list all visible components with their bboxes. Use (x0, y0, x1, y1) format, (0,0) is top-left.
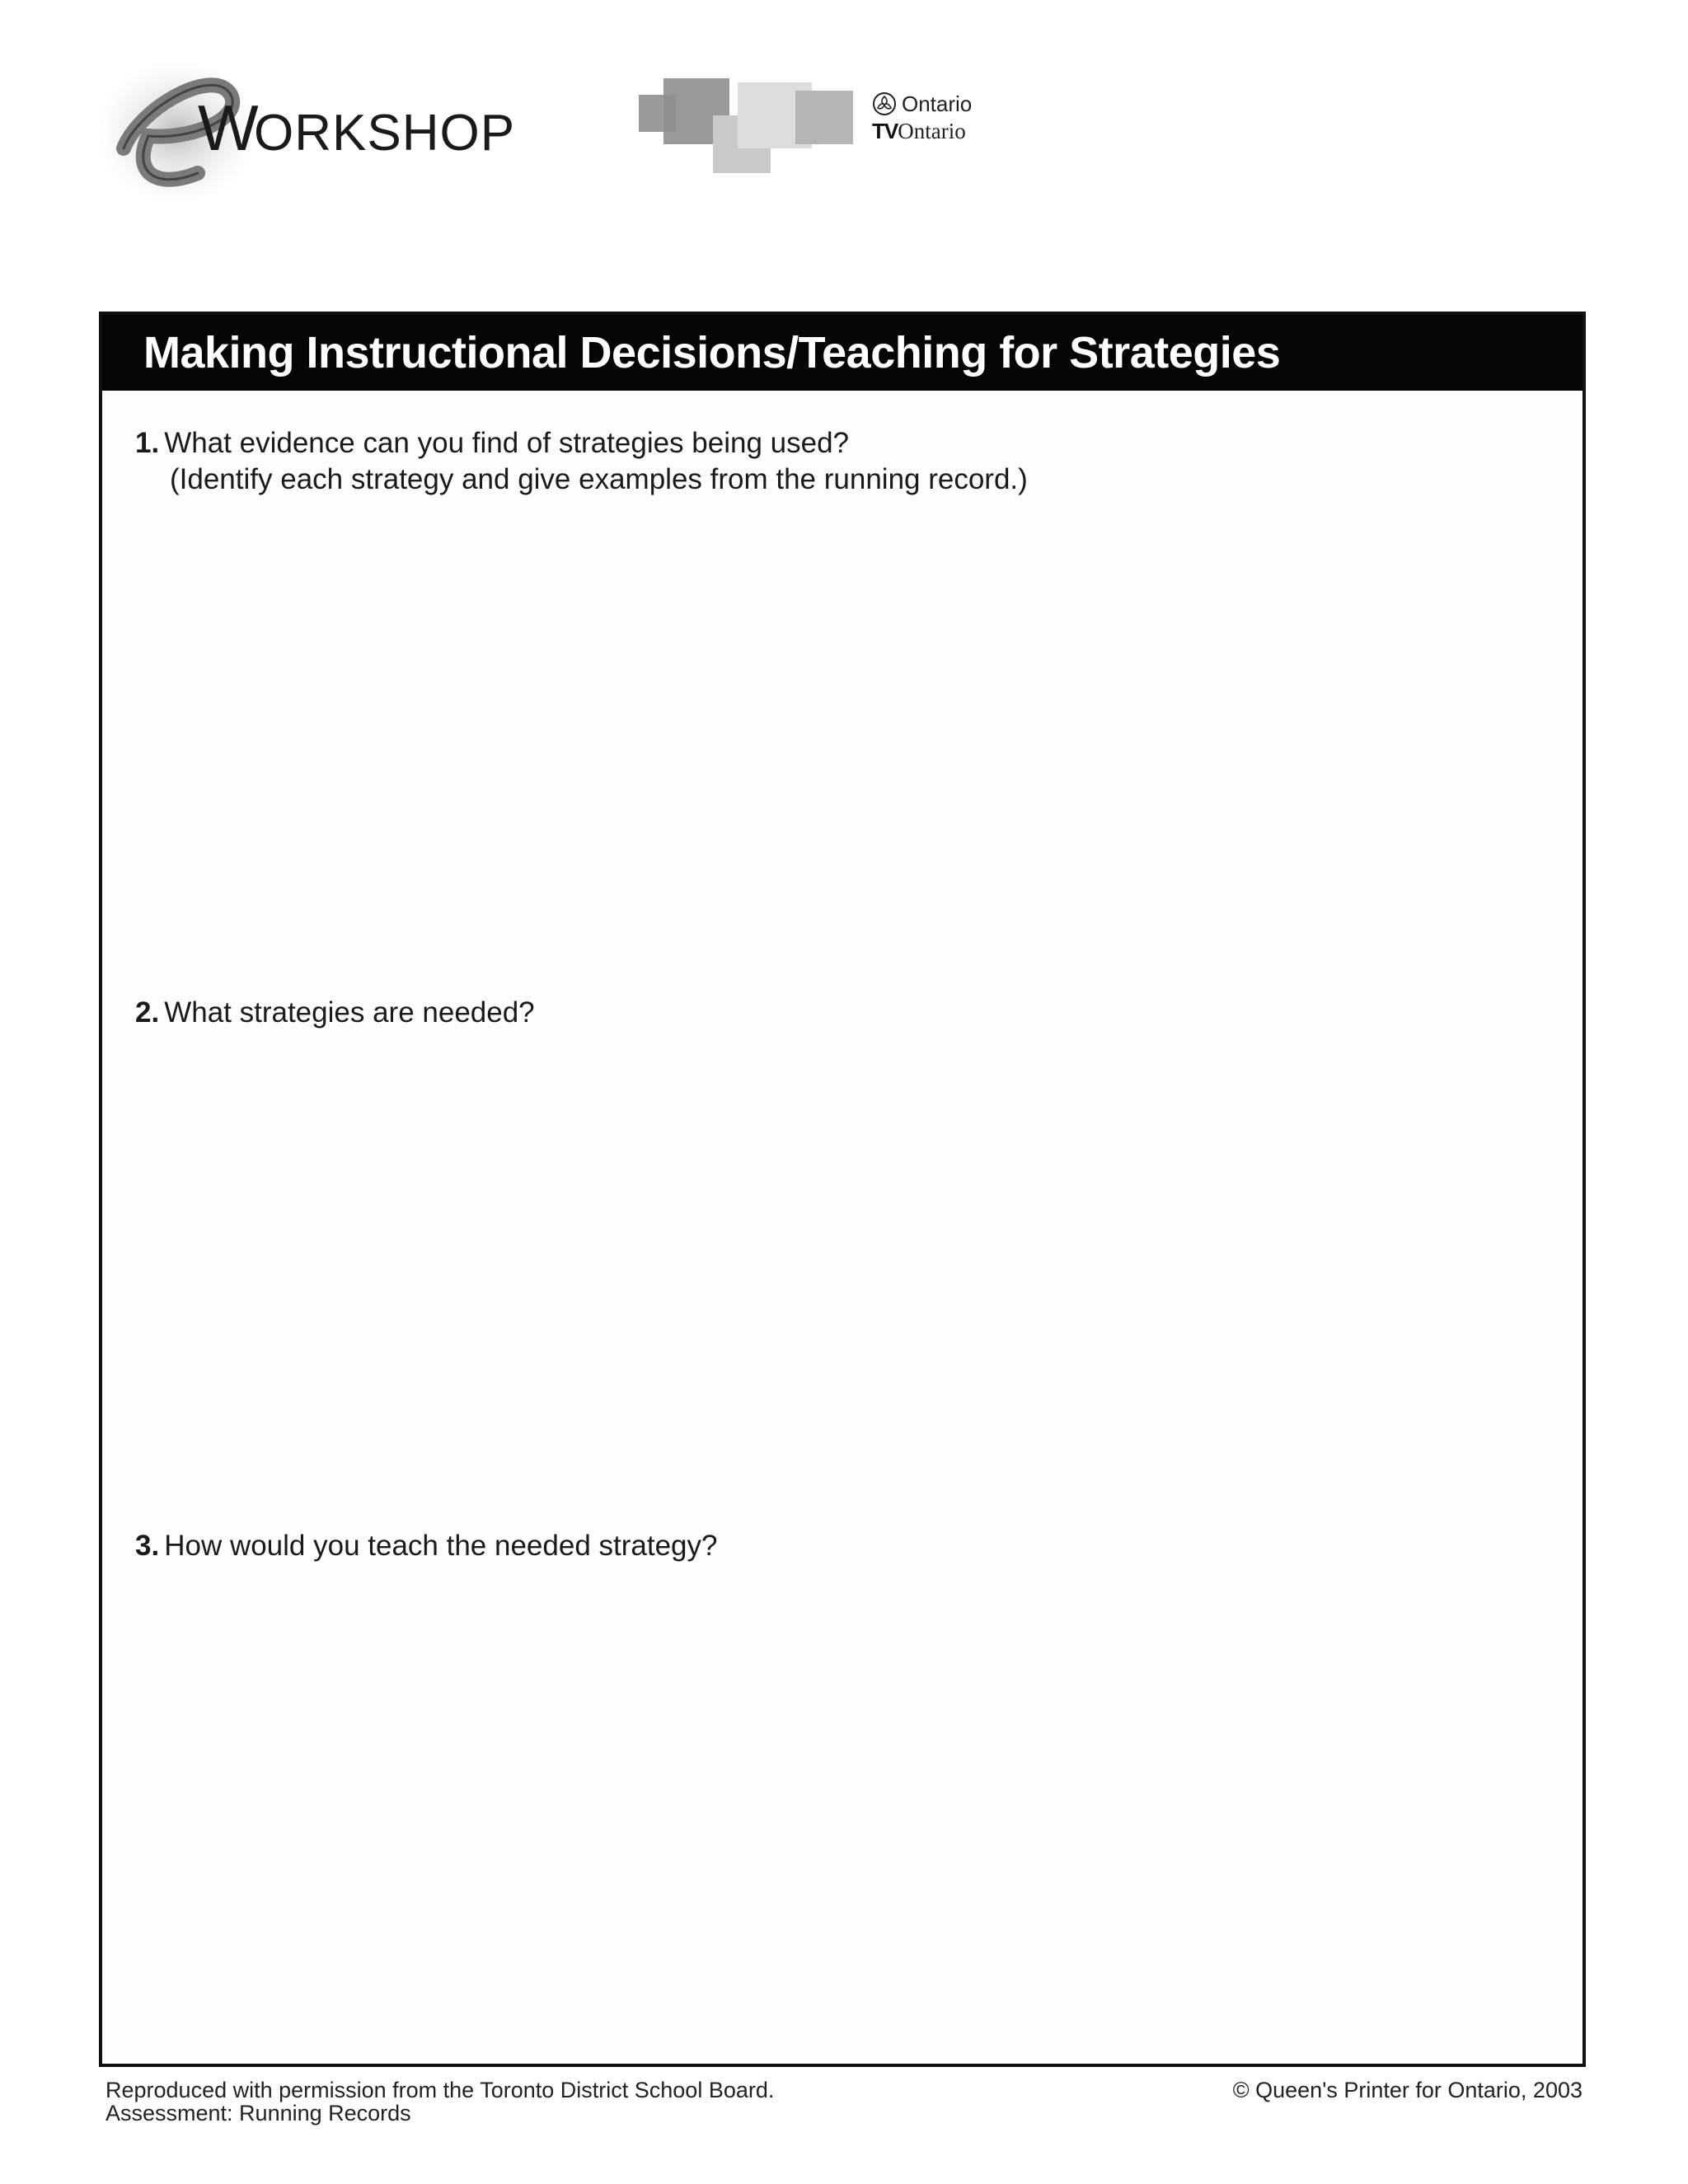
question-text: How would you teach the needed strategy? (164, 1530, 718, 1562)
eworkshop-logo (91, 49, 552, 206)
question-3 (135, 1528, 717, 1564)
title-bar (102, 315, 1582, 391)
ontario-wordmark (872, 89, 1037, 119)
question-number: 1. (135, 427, 160, 459)
worksheet-frame (99, 312, 1586, 2067)
svg-text:W: W (198, 91, 259, 164)
footer-assessment: Assessment: Running Records (106, 2101, 411, 2125)
tvo-prefix: TV (872, 119, 898, 143)
question-1 (135, 425, 1028, 498)
footer-permission: Reproduced with permission from the Toronto District School Board. (106, 2078, 775, 2102)
tvontario-wordmark (872, 119, 1037, 152)
ontario-brand (872, 89, 1037, 155)
question-text: What strategies are needed? (164, 996, 535, 1029)
question-number: 2. (135, 996, 160, 1029)
footer-credits (106, 2079, 774, 2125)
tvo-suffix: Ontario (898, 119, 966, 143)
trillium-icon (872, 91, 897, 116)
question-text: What evidence can you find of strategies being used? (164, 427, 850, 459)
question-number: 3. (135, 1530, 160, 1562)
footer-copyright: © Queen's Printer for Ontario, 2003 (1232, 2078, 1582, 2102)
worksheet-title: Making Instructional Decisions/Teaching for Strategies (143, 328, 1281, 377)
ontario-label: Ontario (902, 91, 973, 116)
question-2 (135, 995, 535, 1031)
decorative-squares-graphic (639, 78, 861, 177)
question-subtext: (Identify each strategy and give examples from the running record.) (170, 463, 1028, 495)
svg-text:ORKSHOP: ORKSHOP (254, 105, 516, 162)
